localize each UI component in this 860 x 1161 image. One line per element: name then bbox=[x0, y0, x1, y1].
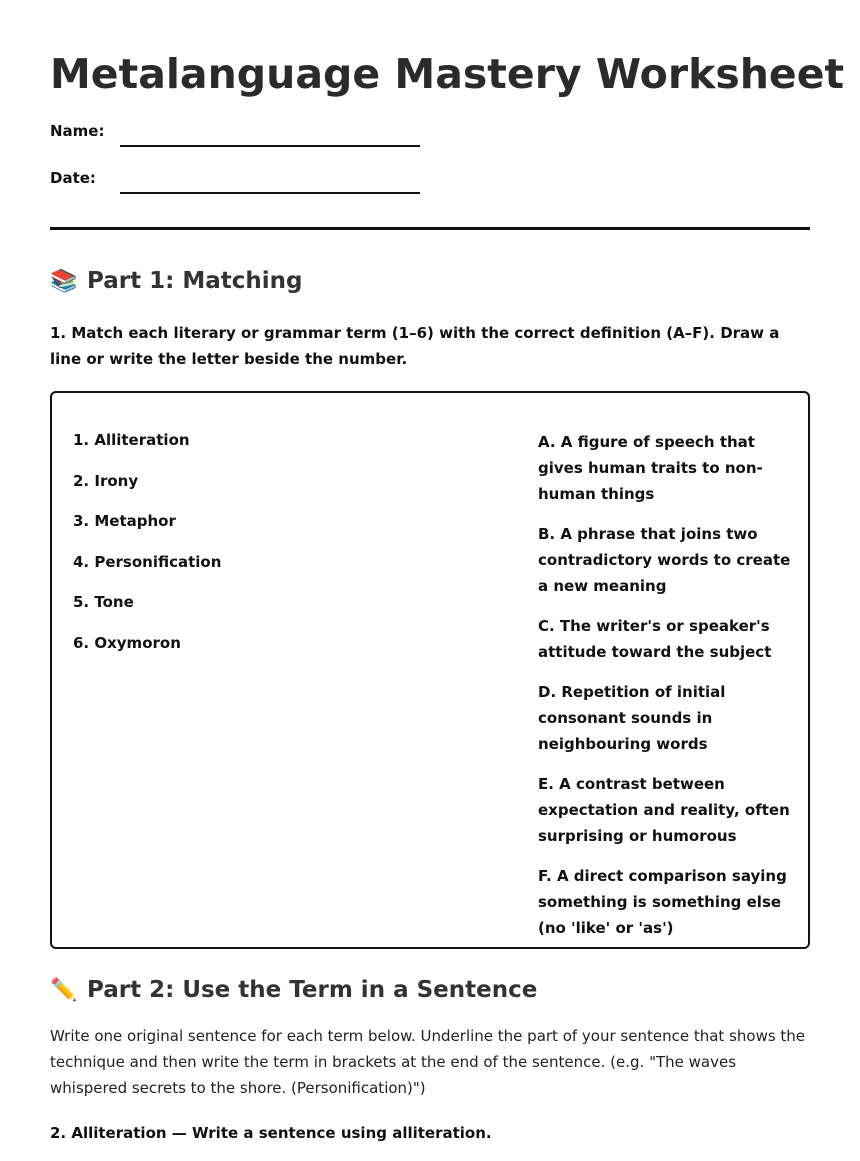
definition-item: D. Repetition of initial consonant sounds in neighbouring words bbox=[538, 683, 726, 753]
part2-instructions: Write one original sentence for each term below. Underline the part of your sentence that shows the technique and then write the term in brackets at the end of the sentence. (e.g. "The waves whispered secrets to the shore. (Personification)") bbox=[50, 1027, 806, 1097]
part2-heading bbox=[50, 975, 537, 1006]
name-label: Name: bbox=[50, 122, 105, 140]
definition-item: A. A figure of speech that gives human traits to non-human things bbox=[538, 433, 763, 503]
date-field bbox=[50, 168, 450, 198]
definitions-list bbox=[538, 429, 796, 955]
part1-heading bbox=[50, 266, 302, 297]
definition-item: E. A contrast between expectation and reality, often surprising or humorous bbox=[538, 775, 790, 845]
question-2-prompt: 2. Alliteration — Write a sentence using alliteration. bbox=[50, 1124, 492, 1142]
books-icon: 📚 bbox=[50, 269, 78, 294]
definition-item: C. The writer's or speaker's attitude toward the subject bbox=[538, 617, 772, 661]
matching-box bbox=[50, 391, 810, 949]
part1-heading-text: Part 1: Matching bbox=[87, 268, 303, 294]
name-field bbox=[50, 121, 450, 151]
definition-item: B. A phrase that joins two contradictory words to create a new meaning bbox=[538, 525, 791, 595]
term-item: 1. Alliteration bbox=[73, 431, 190, 449]
term-item: 6. Oxymoron bbox=[73, 633, 181, 652]
definition-item: F. A direct comparison saying something is something else (no 'like' or 'as') bbox=[538, 867, 787, 937]
date-blank-line bbox=[120, 192, 420, 194]
term-item: 5. Tone bbox=[73, 593, 134, 612]
term-item: 4. Personification bbox=[73, 552, 222, 571]
pencil-icon: ✏️ bbox=[50, 978, 78, 1003]
part2-heading-text: Part 2: Use the Term in a Sentence bbox=[87, 977, 538, 1003]
name-blank-line bbox=[120, 145, 420, 147]
part1-instruction: 1. Match each literary or grammar term (1–6) with the correct definition (A–F). Draw a line or write the letter beside the number. bbox=[50, 324, 780, 368]
term-item: 3. Metaphor bbox=[73, 512, 176, 531]
term-item: 2. Irony bbox=[73, 471, 139, 490]
header-divider bbox=[50, 227, 810, 230]
terms-list bbox=[73, 429, 221, 673]
date-label: Date: bbox=[50, 169, 96, 187]
page-title: Metalanguage Mastery Worksheet bbox=[50, 50, 845, 98]
